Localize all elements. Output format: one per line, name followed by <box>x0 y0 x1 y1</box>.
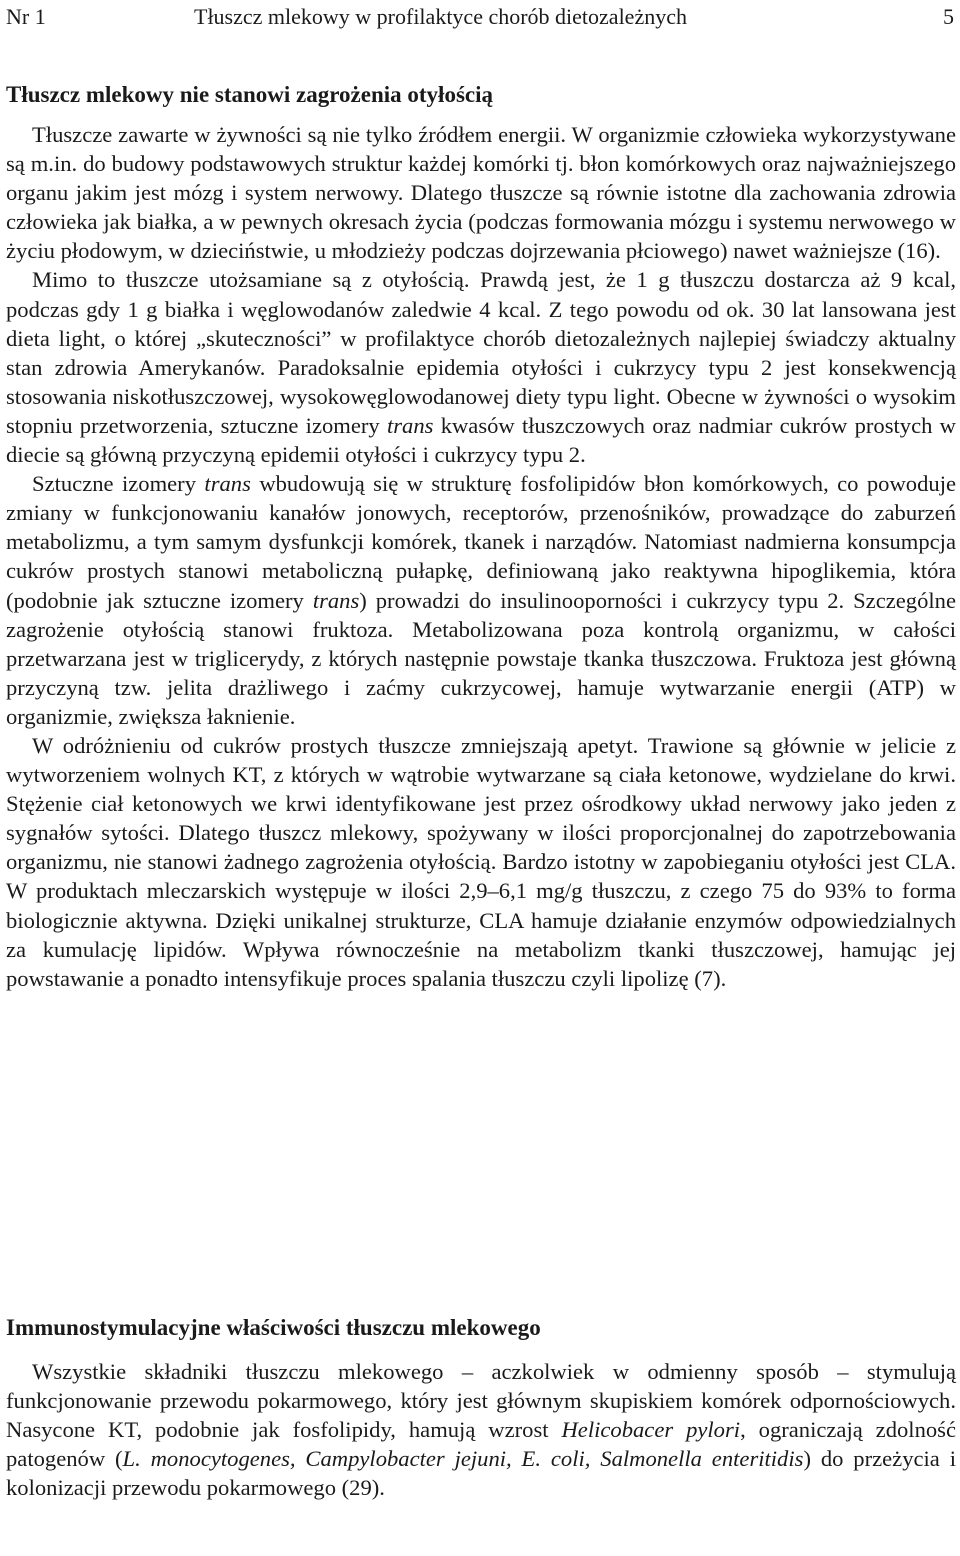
italic-species: Helicobacer pylori <box>561 1417 741 1443</box>
text-run: ) do przeżycia i kolonizacji przewodu pokarmowego (29). <box>6 1446 956 1501</box>
text-run: ) prowadzi do insulinooporności i cukrzycy typu 2. Szczególne zagrożenie otyłością stanowi fruktoza. Metabolizowana poza kontrolą organizmu, w całości przetwarzana jest w triglicerydy, z których następnie powstaje tkanka tłuszczowa. Fruktoza jest główną przyczyną tzw. jelita drażliwego i zaćmy cukrzycowej, hamuje wytwarzanie energii (ATP) w organizmie, zwiększa łaknienie. <box>6 587 956 729</box>
text-run: Mimo to tłuszcze utożsamiane są z otyłością. Prawdą jest, że 1 g tłuszczu dostarcza aż 9 kcal, podczas gdy 1 g białka i węglowodanów zaledwie 4 kcal. Z tego powodu od ok. 30 lat lansowana jest dieta light, o której „skuteczności” w profilaktyce chorób dietozależnych najlepiej świadczy aktualny stan zdrowia Amerykanów. Paradoksalnie epidemia otyłości i cukrzycy typu 2 jest konsekwencją stosowania niskotłuszczowej, wysokowęglowodanowej diety typu light. Obecne w żywności o wysokim stopniu przetworzenia, sztuczne izomery <box>6 267 956 438</box>
italic-term: trans <box>386 412 434 438</box>
paragraph <box>6 469 956 731</box>
text-run: Sztuczne izomery <box>32 471 196 497</box>
paragraph <box>6 1357 956 1502</box>
text-run: , ograniczają zdolność patogenów ( <box>6 1417 957 1472</box>
section-body-obesity <box>6 120 956 993</box>
paragraph: Tłuszcze zawarte w żywności są nie tylko źródłem energii. W organizmie człowieka wykorzystywane są m.in. do budowy podstawowych struktur każdej komórki tj. błon komórkowych oraz najważniejszego organu jakim jest mózg i system nerwowy. Dlatego tłuszcze są równie istotne dla zachowania zdrowia człowieka jak białka, a w pewnych okresach życia (podczas formowania mózgu i systemu nerwowego w życiu płodowym, w dzieciństwie, u młodzieży podczas dojrzewania płciowego) nawet ważniejsze (16). <box>6 122 956 264</box>
section-body-immunostimulation <box>6 1357 956 1502</box>
running-title: Tłuszcz mlekowy w profilaktyce chorób dietozależnych <box>194 4 687 29</box>
journal-issue-number: Nr 1 <box>6 4 46 29</box>
section-heading-immunostimulation: Immunostymulacyjne właściwości tłuszczu mlekowego <box>6 1315 541 1340</box>
paragraph <box>6 265 956 469</box>
text-run: kwasów tłuszczowych oraz nadmiar cukrów prostych w diecie są główną przyczyną epidemii otyłości i cukrzycy typu 2. <box>6 412 956 468</box>
italic-term: trans <box>204 471 251 497</box>
text-run: wbudowują się w strukturę fosfolipidów błon komórkowych, co powoduje zmiany w funkcjonowaniu kanałów jonowych, receptorów, przenośników, prowadzące do zaburzeń metabolizmu, a tym samym dysfunkcji komórek, tkanek i narządów. Natomiast nadmierna konsumpcja cukrów prostych stanowi metaboliczną pułapkę, definiowaną jako reaktywna hipoglikemia, która (podobnie jak sztuczne izomery <box>6 471 956 613</box>
running-head <box>6 2 954 32</box>
text-run: Wszystkie składniki tłuszczu mlekowego – aczkolwiek w odmienny sposób – stymulują funkcjonowanie przewodu pokarmowego, który jest głównym skupiskiem komórek odpornościowych. Nasycone KT, podobnie jak fosfolipidy, hamują wzrost <box>6 1359 956 1443</box>
paragraph: W odróżnieniu od cukrów prostych tłuszcze zmniejszają apetyt. Trawione są głównie w jelicie z wytworzeniem wolnych KT, z których w wątrobie wytwarzane są ciała ketonowe, wydzielane do krwi. Stężenie ciał ketonowych we krwi identyfikowane jest przez ośrodkowy układ nerwowy jako jeden z sygnałów sytości. Dlatego tłuszcz mlekowy, spożywany w ilości proporcjonalnej do zapotrzebowania organizmu, nie stanowi żadnego zagrożenia otyłością. Bardzo istotny w zapobieganiu otyłości jest CLA. W produktach mleczarskich występuje w ilości 2,9–6,1 mg/g tłuszczu, z czego 75 do 93% to forma biologicznie aktywna. Dzięki unikalnej strukturze, CLA hamuje działanie enzymów odpowiedzialnych za kumulację lipidów. Wpływa równocześnie na metabolizm tkanki tłuszczowej, hamując jej powstawanie a ponadto intensyfikuje proces spalania tłuszczu czyli lipolizę (7). <box>6 732 956 991</box>
italic-species: L. monocytogenes, Campylobacter jejuni, E. coli, Salmonella enteritidis <box>122 1446 804 1472</box>
section-heading-obesity: Tłuszcz mlekowy nie stanowi zagrożenia otyłością <box>6 82 493 107</box>
italic-term: trans <box>312 587 360 613</box>
page-number: 5 <box>943 4 954 29</box>
